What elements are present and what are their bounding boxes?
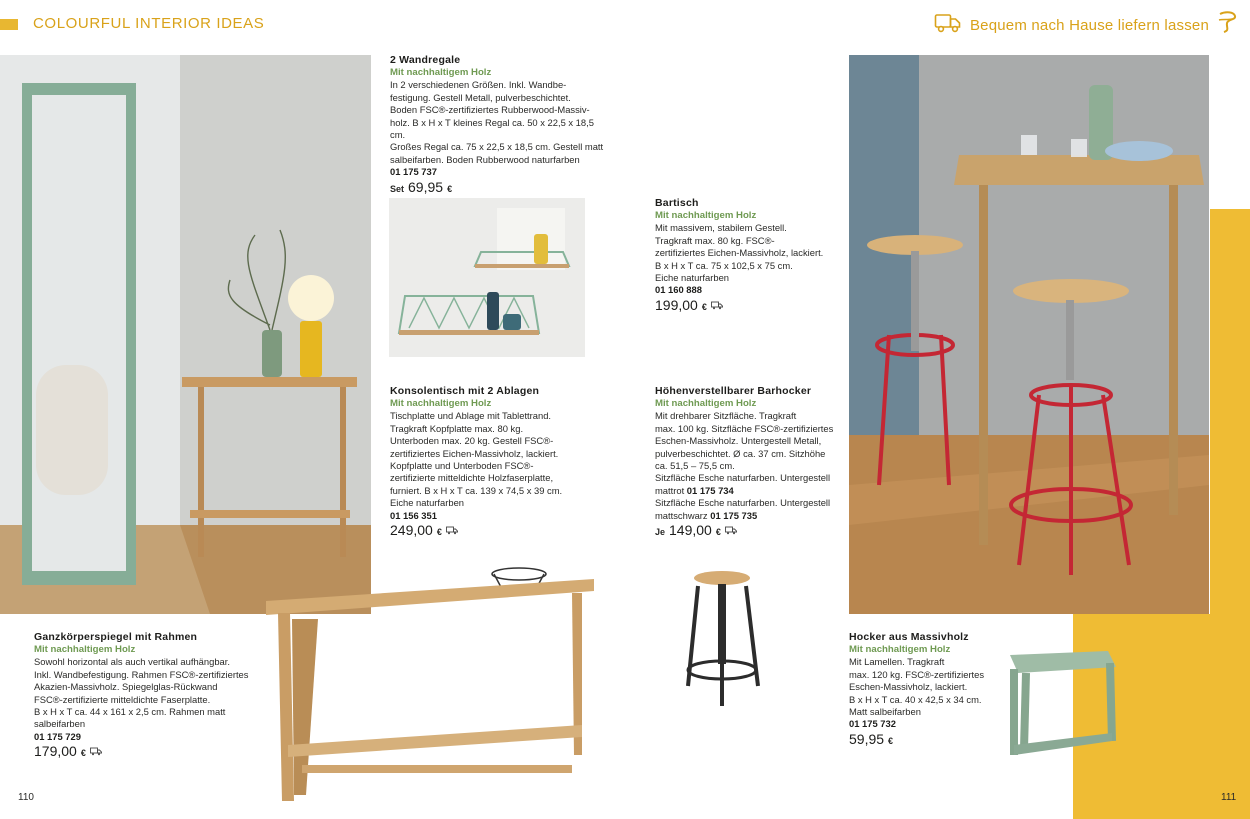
- variant-color: mattschwarz: [655, 509, 708, 521]
- brand-logo-icon: [1216, 10, 1238, 39]
- currency: €: [447, 183, 453, 194]
- console-table-image: [232, 555, 642, 819]
- section-title: COLOURFUL INTERIOR IDEAS: [33, 15, 265, 32]
- product-name: Konsolentisch mit 2 Ablagen: [390, 385, 540, 397]
- delivery-van-icon: [725, 526, 737, 538]
- price: 249,00: [390, 522, 433, 539]
- currency: €: [80, 748, 86, 759]
- yellow-accent-block: [1210, 209, 1250, 614]
- currency: €: [701, 301, 707, 312]
- price: 149,00: [669, 522, 712, 539]
- article-number: 01 160 888: [655, 284, 702, 296]
- currency: €: [715, 527, 721, 538]
- article-number: 01 175 729: [34, 730, 81, 742]
- article-number: 01 175 734: [686, 484, 734, 496]
- price-line: [390, 178, 610, 195]
- bar-stool-image: [676, 566, 784, 722]
- price: 199,00: [655, 296, 698, 313]
- product-description: Tischplatte und Ablage mit Tablettrand. Tragkraft Kopfplatte max. 80 kg. Unterboden max. 20 kg. Gestell FSC®- zertifiziertes Eichen-Massivholz, lackiert. Kopfplatte und Unterboden FSC®- zertifizierte mitteldichte Holzfaserplatte, furniert. B x H x T ca. 139 x 74,5 x 39 cm. Eiche naturfarben: [390, 410, 563, 509]
- delivery-van-icon: [711, 301, 723, 313]
- mirror-room-photo: [0, 55, 371, 614]
- price-line: [34, 745, 254, 759]
- currency: €: [888, 735, 894, 746]
- variant-color: mattrot: [655, 484, 685, 496]
- product-name: Hocker aus Massivholz: [849, 631, 969, 643]
- product-barhocker: [655, 385, 845, 538]
- product-spiegel: [34, 631, 254, 760]
- product-subtitle: Mit nachhaltigem Holz: [655, 210, 757, 221]
- price-line: [655, 296, 845, 313]
- page-number-left: 110: [18, 792, 34, 803]
- product-name: 2 Wandregale: [390, 54, 461, 66]
- product-subtitle: Mit nachhaltigem Holz: [390, 67, 492, 78]
- variant-black: [655, 510, 845, 522]
- price-line: [849, 730, 1019, 747]
- article-number: 01 175 732: [849, 718, 896, 730]
- article-number: 01 175 735: [710, 509, 758, 521]
- wall-shelves-photo: [389, 198, 585, 357]
- page-number-right: 111: [1221, 792, 1237, 803]
- product-subtitle: Mit nachhaltigem Holz: [655, 398, 757, 409]
- variant-red: [655, 485, 845, 497]
- product-description: Mit Lamellen. Tragkraft max. 120 kg. FSC®-zertifiziertes Eschen-Massivholz, lackiert. B x H x T ca. 40 x 42,5 x 34 cm. Matt salbeifarben: [849, 656, 985, 718]
- delivery-text: Bequem nach Hause liefern lassen: [969, 17, 1209, 34]
- currency: €: [436, 527, 442, 538]
- price: 69,95: [408, 178, 444, 195]
- delivery-van-icon: [446, 526, 458, 538]
- product-name: Höhenverstellbarer Barhocker: [655, 385, 812, 397]
- product-konsolentisch: [390, 385, 605, 538]
- product-wandregale: [390, 54, 610, 195]
- product-hocker: [849, 631, 1019, 747]
- product-subtitle: Mit nachhaltigem Holz: [849, 644, 951, 655]
- delivery-banner[interactable]: [934, 12, 1209, 39]
- price-prefix: Je: [655, 527, 666, 538]
- product-description: Sowohl horizontal als auch vertikal aufhängbar. Inkl. Wandbefestigung. Rahmen FSC®-zertifiziertes Akazien-Massivholz. Spiegelglas-Rückwand FSC®-zertifizierte mitteldichte Faserplatte. B x H x T ca. 44 x 161 x 2,5 cm. Rahmen matt salbeifarben: [34, 656, 249, 730]
- product-description: In 2 verschiedenen Größen. Inkl. Wandbe- festigung. Gestell Metall, pulverbeschichtet. Boden FSC®-zertifiziertes Rubberwood-Massiv- holz. B x H x T kleines Regal ca. 50 x 22,5 x 18,5 cm. Großes Regal ca. 75 x 22,5 x 18,5 cm. Gestell matt salbeifarben. Boden Rubberwood naturfarben: [390, 79, 604, 165]
- price-line: [390, 524, 605, 538]
- header-accent-bar: [0, 19, 18, 30]
- price: 59,95: [849, 730, 885, 747]
- delivery-truck-icon: [934, 12, 962, 39]
- article-number: 01 175 737: [390, 166, 437, 178]
- product-name: Bartisch: [655, 197, 699, 209]
- product-subtitle: Mit nachhaltigem Holz: [34, 644, 136, 655]
- delivery-van-icon: [90, 747, 102, 759]
- product-description: Mit massivem, stabilem Gestell. Tragkraft max. 80 kg. FSC®- zertifiziertes Eichen-Massivholz, lackiert. B x H x T ca. 75 x 102,5 x 75 cm. Eiche naturfarben: [655, 222, 824, 284]
- price-prefix: Set: [390, 183, 405, 194]
- variant-black-intro: Sitzfläche Esche naturfarben. Untergestell: [655, 497, 831, 509]
- product-description: Mit drehbarer Sitzfläche. Tragkraft max. 100 kg. Sitzfläche FSC®-zertifiziertes Eschen-Massivholz. Untergestell Metall, pulverbeschichtet. Ø ca. 37 cm. Sitzhöhe ca. 51,5 – 75,5 cm. Sitzfläche Esche naturfarben. Untergestell: [655, 410, 834, 484]
- product-name: Ganzkörperspiegel mit Rahmen: [34, 631, 198, 643]
- product-subtitle: Mit nachhaltigem Holz: [390, 398, 492, 409]
- price-line: [655, 524, 845, 538]
- bar-table-photo: [849, 55, 1209, 614]
- article-number: 01 156 351: [390, 509, 437, 521]
- product-bartisch: [655, 197, 845, 313]
- price: 179,00: [34, 743, 77, 760]
